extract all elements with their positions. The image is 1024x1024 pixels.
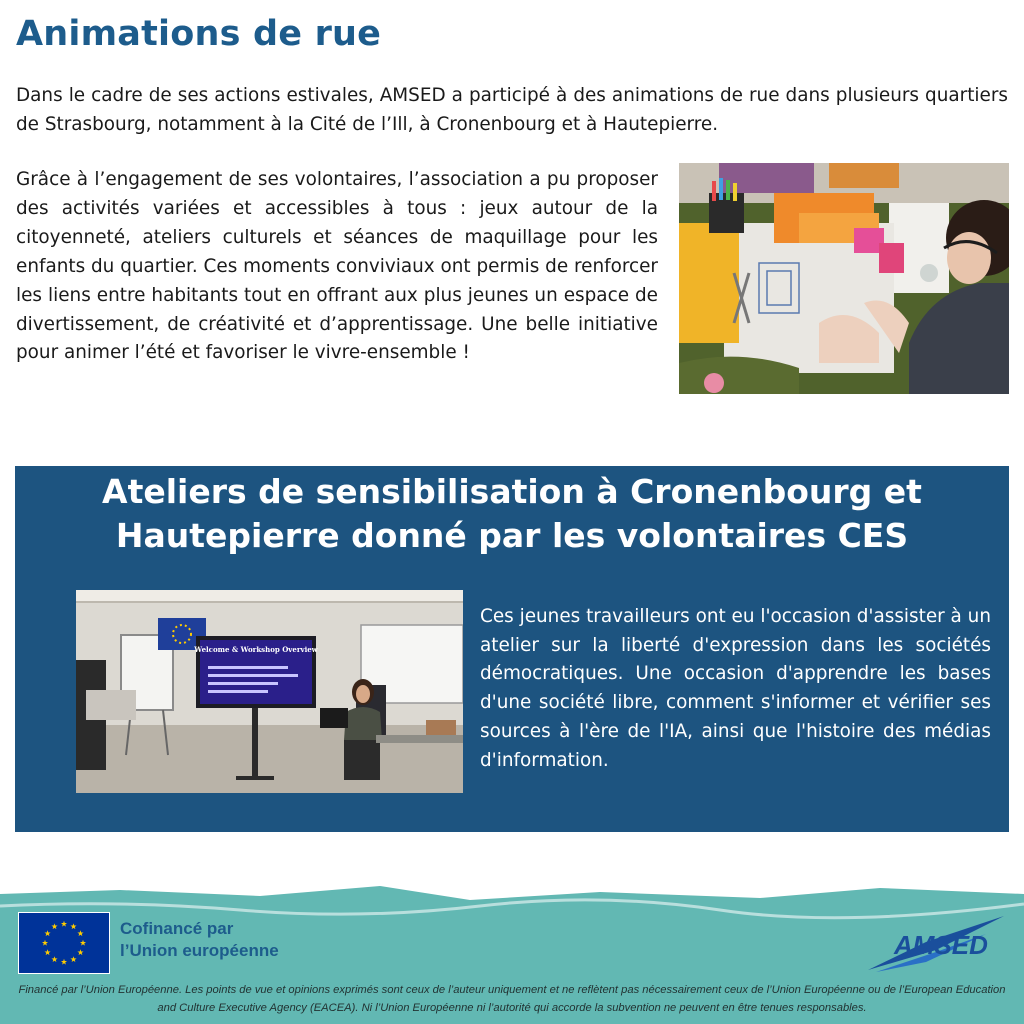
eu-star-icon	[51, 956, 57, 962]
street-activity-photo	[679, 163, 1009, 394]
eu-star-icon	[61, 959, 67, 965]
workshop-title: Ateliers de sensibilisation à Cronenbourg et Hautepierre donné par les volontaires CES	[102, 472, 922, 555]
workshop-paragraph: Ces jeunes travailleurs ont eu l'occasion d'assister à un atelier sur la liberté d'expression dans les sociétés démocratiques. Une occasion d'apprendre les bases d'une société libre, comment s'informer et vérifier ses sources à l'ère de l'IA, ainsi que l'histoire des médias d'information.	[480, 606, 991, 771]
eu-line-1: Cofinancé par	[120, 919, 234, 938]
intro-paragraph: Dans le cadre de ses actions estivales, AMSED a participé à des animations de rue dans plusieurs quartiers de Strasbourg, notamment à la Cité de l’Ill, à Cronenbourg et à Hautepierre.	[16, 85, 1008, 135]
eu-star-icon	[61, 921, 67, 927]
eu-flag-icon	[18, 912, 110, 974]
eu-star-icon	[70, 956, 76, 962]
amsed-logo	[866, 912, 1006, 974]
eu-star-icon	[77, 949, 83, 955]
eu-star-icon	[45, 949, 51, 955]
eu-star-icon	[70, 923, 76, 929]
workshop-photo	[76, 590, 463, 793]
eu-star-icon	[45, 930, 51, 936]
eu-line-2: l’Union européenne	[120, 941, 279, 960]
amsed-logo-text: AMSED	[894, 930, 988, 960]
eu-star-icon	[80, 940, 86, 946]
eu-star-icon	[51, 923, 57, 929]
eu-star-icon	[42, 940, 48, 946]
eu-cofunding-label	[120, 918, 279, 962]
slide-title: Welcome & Workshop Overview	[194, 645, 318, 654]
eu-disclaimer: Financé par l’Union Européenne. Les points de vue et opinions exprimés sont ceux de l’auteur uniquement et ne reflètent pas nécessairement ceux de l’Union Européenne ou de l’European Education and Culture Executive Agency (EACEA). Ni l’Union Européenne ni l’autorité qui accorde la subvention ne peuvent en être tenues responsables.	[18, 984, 1006, 1014]
page-title: Animations de rue	[16, 14, 382, 54]
street-animation-paragraph: Grâce à l’engagement de ses volontaires, l’association a pu proposer des activités variées et accessibles à tous : jeux autour de la citoyenneté, ateliers culturels et séances de maquillage pour les enfants du quartier. Ces moments conviviaux ont permis de renforcer les liens entre habitants tout en offrant aux plus jeunes un espace de divertissement, de créativité et d’apprentissage. Une belle initiative pour animer l’été et favoriser le vivre-ensemble !	[16, 169, 658, 364]
eu-star-icon	[77, 930, 83, 936]
